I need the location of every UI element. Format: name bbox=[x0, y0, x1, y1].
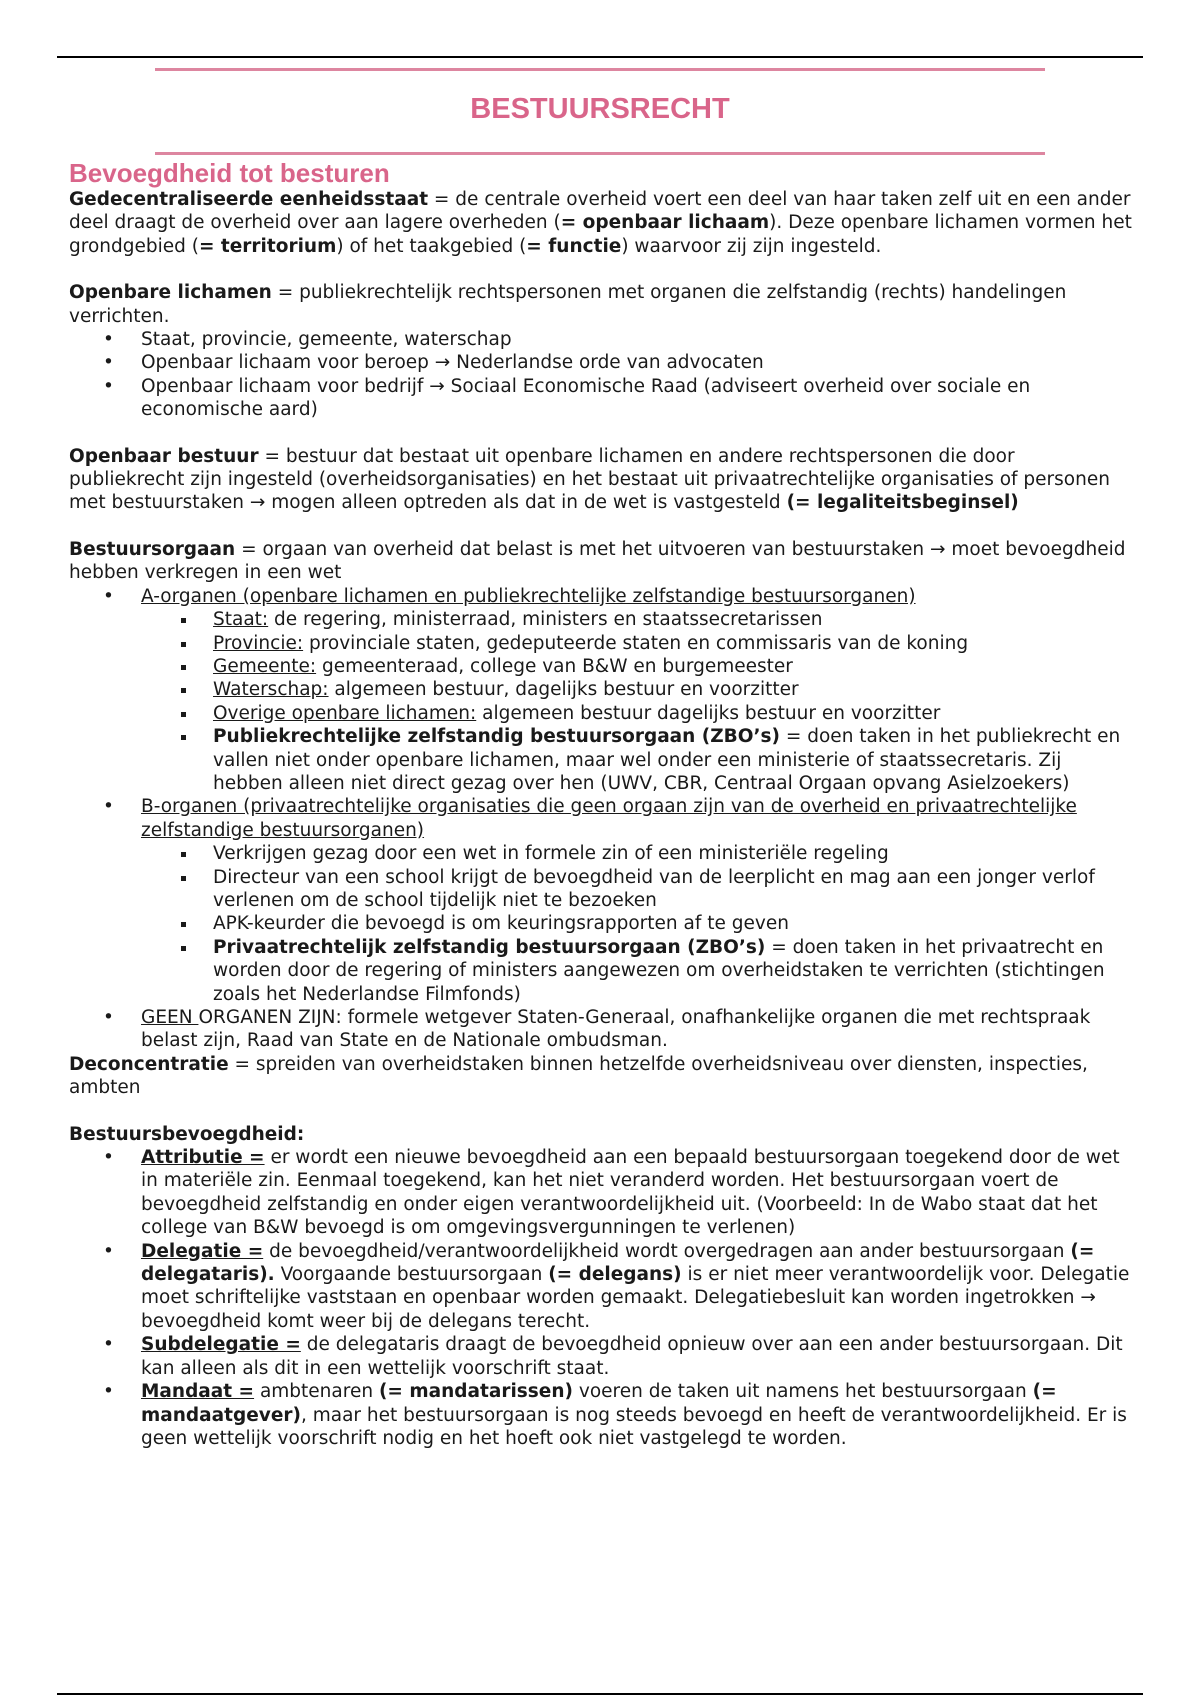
paragraph-openbaar-bestuur: Openbaar bestuur = bestuur dat bestaat uit openbare lichamen en andere rechtspersonen die door publiekrecht zijn ingesteld (overheidsorganisaties) en het bestaat uit privaatrechtelijke organisaties of personen met bestuurstaken → mogen alleen optreden als dat in de wet is vastgesteld (= legaliteitsbeginsel) bbox=[69, 445, 1110, 514]
sub-list bbox=[69, 608, 1134, 795]
list-item: • GEEN ORGANEN ZIJN: formele wetgever Staten-Generaal, onafhankelijke organen die met rechtspraak belast zijn, Raad van State en de Nationale ombudsman. bbox=[69, 1006, 1134, 1053]
list-item: • Subdelegatie = de delegataris draagt de bevoegdheid opnieuw over aan een ander bestuursorgaan. Dit kan alleen als dit in een wettelijk voorschrift staat. bbox=[69, 1333, 1134, 1380]
page-title: BESTUURSRECHT bbox=[470, 93, 730, 125]
bullet-list bbox=[69, 328, 1134, 422]
b-organen-heading: B-organen (privaatrechtelijke organisaties die geen orgaan zijn van de overheid en privaatrechtelijke zelfstandige bestuursorganen) bbox=[141, 796, 1077, 841]
list-item: Verkrijgen gezag door een wet in formele zin of een ministeriële regeling bbox=[69, 842, 1134, 865]
bullet-list bbox=[69, 1146, 1134, 1450]
list-item: Directeur van een school krijgt de bevoegdheid van de leerplicht en mag aan een jonger verlof verlenen om de school tijdelijk niet te bezoeken bbox=[69, 866, 1134, 913]
top-rule bbox=[57, 56, 1143, 58]
a-organen-heading: A-organen (openbare lichamen en publiekrechtelijke zelfstandige bestuursorganen) bbox=[141, 585, 916, 607]
paragraph-openbare-lichamen: Openbare lichamen = publiekrechtelijk rechtspersonen met organen die zelfstandig (rechts) handelingen verrichten. bbox=[69, 282, 1067, 327]
list-item: • Attributie = er wordt een nieuwe bevoegdheid aan een bepaald bestuursorgaan toegekend door de wet in materiële zin. Eenmaal toegekend, kan het niet veranderd worden. Het bestuursorgaan voert de bevoegdheid zelfstandig en onder eigen verantwoordelijkheid uit. (Voorbeeld: In de Wabo staat dat het college van B&W bevoegd is om omgevingsvergunningen te verlenen) bbox=[69, 1146, 1134, 1240]
title-rule-bottom bbox=[155, 152, 1045, 155]
list-item: Provincie: provinciale staten, gedeputeerde staten en commissaris van de koning bbox=[69, 632, 1134, 655]
sub-list bbox=[69, 842, 1134, 1006]
paragraph-bestuursbevoegdheid: Bestuursbevoegdheid: bbox=[69, 1123, 305, 1145]
paragraph-eenheidsstaat: Gedecentraliseerde eenheidsstaat = de centrale overheid voert een deel van haar taken zelf uit en een ander deel draagt de overheid over aan lagere overheden (= openbaar lichaam). Deze openbare lichamen vormen het grondgebied (= territorium) of het taakgebied (= functie) waarvoor zij zijn ingesteld. bbox=[69, 189, 1132, 257]
document-body bbox=[69, 158, 1134, 1450]
list-item: Publiekrechtelijke zelfstandig bestuursorgaan (ZBO’s) = doen taken in het publiekrecht en vallen niet onder openbare lichamen, maar wel onder een ministerie of staatssecretaris. Zij hebben alleen niet direct gezag over hen (UWV, CBR, Centraal Orgaan opvang Asielzoekers) bbox=[69, 725, 1134, 795]
list-item: Staat: de regering, ministerraad, ministers en staatssecretarissen bbox=[69, 608, 1134, 631]
list-item: • Staat, provincie, gemeente, waterschap bbox=[69, 328, 1134, 351]
list-item: APK-keurder die bevoegd is om keuringsrapporten af te geven bbox=[69, 912, 1134, 935]
list-item: • Mandaat = ambtenaren (= mandatarissen) voeren de taken uit namens het bestuursorgaan (= mandaatgever), maar het bestuursorgaan is nog steeds bevoegd en heeft de verantwoordelijkheid. Er is geen wettelijk voorschrift nodig en het hoeft ook niet vastgelegd te worden. bbox=[69, 1380, 1134, 1450]
list-item: • Delegatie = de bevoegdheid/verantwoordelijkheid wordt overgedragen aan ander bestuursorgaan (= delegataris). Voorgaande bestuursorgaan (= delegans) is er niet meer verantwoordelijk voor. Delegatie moet schriftelijke vaststaan en openbaar worden gemaakt. Delegatiebesluit kan worden ingetrokken → bevoegdheid komt weer bij de delegans terecht. bbox=[69, 1240, 1134, 1334]
term: Bestuursorgaan bbox=[69, 538, 236, 560]
term: Gedecentraliseerde eenheidsstaat bbox=[69, 189, 429, 210]
title-band bbox=[155, 68, 1045, 156]
list-item bbox=[69, 795, 1134, 1006]
section-heading: Bevoegdheid tot besturen bbox=[69, 158, 390, 188]
paragraph-deconcentratie: Deconcentratie = spreiden van overheidstaken binnen hetzelfde overheidsniveau over diensten, inspecties, ambten bbox=[69, 1053, 1088, 1099]
term: Openbare lichamen bbox=[69, 282, 272, 304]
list-item: Waterschap: algemeen bestuur, dagelijks bestuur en voorzitter bbox=[69, 678, 1134, 701]
bottom-rule bbox=[57, 1693, 1143, 1695]
list-item: Overige openbare lichamen: algemeen bestuur dagelijks bestuur en voorzitter bbox=[69, 702, 1134, 725]
list-item: • Openbaar lichaam voor beroep → Nederlandse orde van advocaten bbox=[69, 351, 1134, 374]
list-item bbox=[69, 585, 1134, 796]
term: Deconcentratie bbox=[69, 1053, 229, 1075]
paragraph-bestuursorgaan: Bestuursorgaan = orgaan van overheid dat belast is met het uitvoeren van bestuurstaken → moet bevoegdheid hebben verkregen in een wet bbox=[69, 538, 1126, 584]
list-item: • Openbaar lichaam voor bedrijf → Sociaal Economische Raad (adviseert overheid over sociale en economische aard) bbox=[69, 375, 1134, 422]
term: Openbaar bestuur bbox=[69, 445, 259, 467]
list-item: Gemeente: gemeenteraad, college van B&W en burgemeester bbox=[69, 655, 1134, 678]
title-rule-top bbox=[155, 68, 1045, 71]
bullet-list bbox=[69, 585, 1134, 1053]
list-item: Privaatrechtelijk zelfstandig bestuursorgaan (ZBO’s) = doen taken in het privaatrecht en worden door de regering of ministers aangewezen om overheidstaken te verrichten (stichtingen zoals het Nederlandse Filmfonds) bbox=[69, 936, 1134, 1006]
